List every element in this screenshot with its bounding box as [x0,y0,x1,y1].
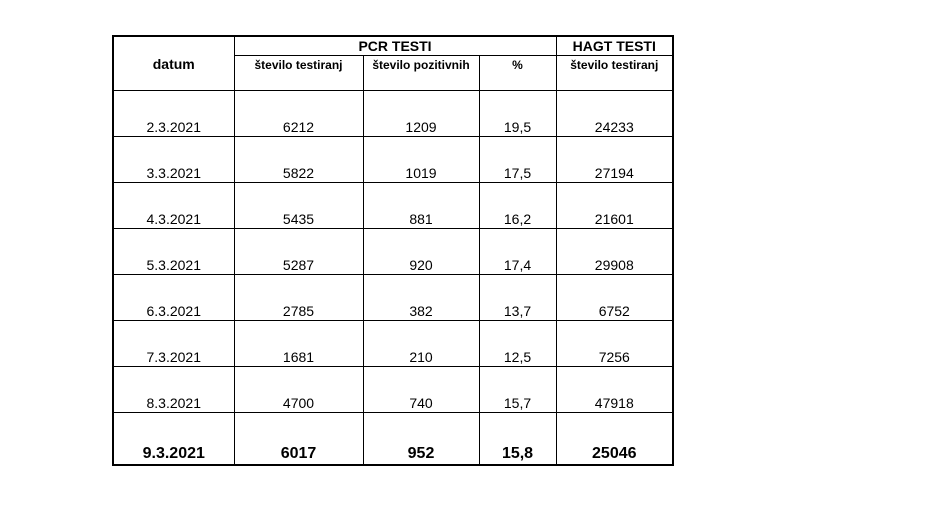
pcr-tested-header: število testiranj [234,56,363,91]
pcr-tested-cell: 6212 [234,91,363,137]
date-cell: 2.3.2021 [113,91,234,137]
pcr-tested-cell: 5435 [234,183,363,229]
total-hagt-tested-cell: 25046 [556,413,673,466]
hagt-tested-header: število testiranj [556,56,673,91]
total-row [113,413,673,466]
percent-cell: 16,2 [479,183,556,229]
pcr-positive-cell: 382 [363,275,479,321]
pcr-positive-cell: 1019 [363,137,479,183]
pcr-tested-cell: 5822 [234,137,363,183]
percent-cell: 15,7 [479,367,556,413]
table-row [113,321,673,367]
total-pcr-positive-cell: 952 [363,413,479,466]
table-row [113,91,673,137]
percent-cell: 17,4 [479,229,556,275]
hagt-tested-cell: 24233 [556,91,673,137]
percent-cell: 12,5 [479,321,556,367]
pcr-positive-cell: 740 [363,367,479,413]
total-pcr-tested-cell: 6017 [234,413,363,466]
date-cell: 6.3.2021 [113,275,234,321]
hagt-tested-cell: 29908 [556,229,673,275]
pcr-tested-cell: 1681 [234,321,363,367]
pcr-positive-cell: 210 [363,321,479,367]
pcr-positive-cell: 1209 [363,91,479,137]
total-percent-cell: 15,8 [479,413,556,466]
date-cell: 4.3.2021 [113,183,234,229]
pcr-tested-cell: 4700 [234,367,363,413]
table-row [113,367,673,413]
percent-cell: 17,5 [479,137,556,183]
hagt-tested-cell: 21601 [556,183,673,229]
pcr-positive-header: število pozitivnih [363,56,479,91]
pcr-tested-cell: 5287 [234,229,363,275]
table-row [113,137,673,183]
total-date-cell: 9.3.2021 [113,413,234,466]
percent-header: % [479,56,556,91]
hagt-tested-cell: 7256 [556,321,673,367]
testing-table [112,35,674,466]
hagt-tested-cell: 6752 [556,275,673,321]
date-cell: 7.3.2021 [113,321,234,367]
datum-header: datum [113,36,234,91]
pcr-group-header: PCR TESTI [234,36,556,56]
hagt-tested-cell: 27194 [556,137,673,183]
table-row [113,275,673,321]
pcr-positive-cell: 881 [363,183,479,229]
table-row [113,183,673,229]
pcr-positive-cell: 920 [363,229,479,275]
hagt-tested-cell: 47918 [556,367,673,413]
date-cell: 8.3.2021 [113,367,234,413]
date-cell: 3.3.2021 [113,137,234,183]
pcr-tested-cell: 2785 [234,275,363,321]
hagt-group-header: HAGT TESTI [556,36,673,56]
table-row [113,229,673,275]
percent-cell: 19,5 [479,91,556,137]
percent-cell: 13,7 [479,275,556,321]
date-cell: 5.3.2021 [113,229,234,275]
